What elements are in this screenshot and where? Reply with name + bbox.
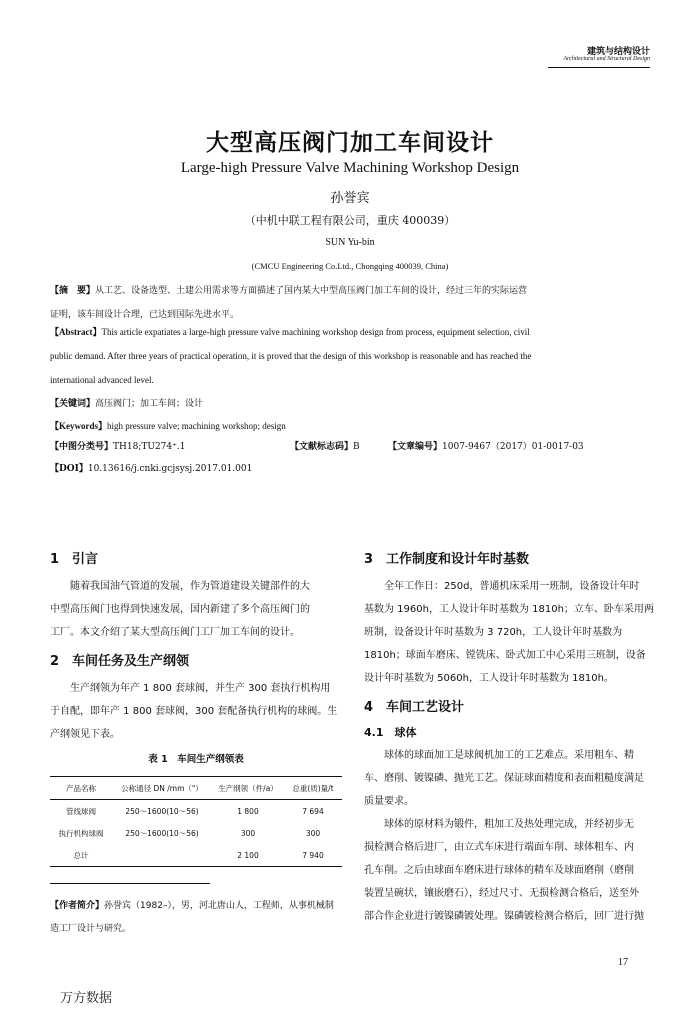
header-rule <box>548 67 650 68</box>
keywords-en-text: high pressure valve; machining workshop; design <box>107 421 286 431</box>
paragraph-line: 于自配，即年产 1 800 套球阀，300 套配备执行机构的球阀。生 <box>50 706 338 717</box>
paragraph-line: 产纲领见下表。 <box>50 729 120 740</box>
author-footnote <box>50 895 342 941</box>
table-cell: 250～1600(10～56) <box>125 828 199 838</box>
abstract-cn-line: 从工艺、设备选型、土建公用需求等方面描述了国内某大中型高压阀门加工车间的设计，经过三年的实际运营 <box>95 286 528 296</box>
paragraph-line: 1810h；球面车磨床、镗铣床、卧式加工中心采用三班制，设备 <box>364 650 646 661</box>
abstract-en-label: 【Abstract】 <box>50 327 102 337</box>
table-cell: 7 940 <box>302 850 324 860</box>
watermark: 万方数据 <box>60 991 113 1006</box>
clc-text: TH18;TU274⁺.1 <box>113 442 186 452</box>
left-column <box>50 548 342 746</box>
table-cell: 执行机构球阀 <box>58 828 104 838</box>
subsection-heading: 4.1 球体 <box>364 726 417 739</box>
doi <box>50 457 252 481</box>
doc-code-text: B <box>353 442 360 452</box>
journal-name-cn: 建筑与结构设计 <box>586 47 650 57</box>
abstract-en-line: This article expatiates a large-high pressure valve machining workshop design from process, equipment selection, civil <box>101 327 530 337</box>
paragraph-line: 中型高压阀门也得到快速发展，国内新建了多个高压阀门的 <box>50 604 310 615</box>
table-header-cell: 生产纲领（件/a） <box>218 783 278 793</box>
author-en: SUN Yu-bin <box>325 237 375 248</box>
doc-code-label: 【文献标志码】 <box>290 442 354 452</box>
affiliation-cn: （中机中联工程有限公司，重庆 400039） <box>244 214 456 227</box>
paragraph-line: 生产纲领为年产 1 800 套球阀，并生产 300 套执行机构用 <box>70 683 331 694</box>
paragraph-line: 孔车削。之后由球面车磨床进行球体的精车及球面磨削（磨削 <box>364 865 634 876</box>
paragraph-line: 球体的原材料为锻件，粗加工及热处理完成，并经初步无 <box>384 819 634 830</box>
paragraph-line: 基数为 1960h，工人设计年时基数为 1810h；立车、卧车采用两 <box>364 604 654 615</box>
page-number: 17 <box>618 957 628 968</box>
abstract-cn-label: 【摘 要】 <box>50 286 96 296</box>
right-column <box>364 548 656 928</box>
table-cell: 管线球阀 <box>66 806 96 816</box>
affiliation-en: (CMCU Engineering Co.Ltd., Chongqing 400039, China) <box>251 261 449 271</box>
table-title: 表 1 车间生产纲领表 <box>148 754 244 765</box>
doi-label: 【DOI】 <box>50 464 88 474</box>
article-number <box>388 435 584 459</box>
paragraph-line: 部合作企业进行镀镍磷镀处理。镍磷镀检测合格后，回厂进行抛 <box>364 911 644 922</box>
section-heading: 3 工作制度和设计年时基数 <box>364 552 530 567</box>
abstract-en-line: international advanced level. <box>50 375 154 385</box>
table-header-cell: 公称通径 DN /mm（"） <box>121 783 203 793</box>
abstract-en-line: public demand. After three years of practical operation, it is proved that the design of this workshop is reasonable and has reached the <box>50 351 532 361</box>
doc-code <box>290 435 360 459</box>
table-cell: 250～1600(10～56) <box>125 806 199 816</box>
section-heading: 4 车间工艺设计 <box>364 700 465 715</box>
production-table <box>50 776 342 867</box>
article-number-label: 【文章编号】 <box>388 442 443 452</box>
table-cell: 300 <box>305 828 321 838</box>
keywords-cn-text: 高压阀门；加工车间；设计 <box>95 399 204 409</box>
table-row <box>50 800 342 823</box>
table-cell: 总计 <box>73 850 89 860</box>
abstract-en <box>50 320 650 392</box>
table-cell: 7 694 <box>302 806 324 816</box>
article-number-text: 1007-9467（2017）01-0017-03 <box>442 442 584 452</box>
footnote-rule <box>50 883 210 884</box>
paper-title-cn: 大型高压阀门加工车间设计 <box>206 130 494 156</box>
section-heading: 1 引言 <box>50 552 99 567</box>
doi-text: 10.13616/j.cnki.gcjsysj.2017.01.001 <box>87 464 253 474</box>
paragraph-line: 损检测合格后进厂，由立式车床进行端面车削、球体粗车、内 <box>364 842 634 853</box>
table-row <box>50 844 342 867</box>
table-cell: 2 100 <box>237 850 259 860</box>
clc <box>50 435 185 459</box>
table-header-cell: 总重(质)量/t <box>292 783 334 793</box>
table-header-cell: 产品名称 <box>66 783 96 793</box>
journal-name-en: Architectural and Structural Design <box>563 56 650 62</box>
paragraph-line: 车、磨削、镀镍磷、抛光工艺。保证球面精度和表面粗糙度满足 <box>364 773 644 784</box>
table-cell: 300 <box>240 828 256 838</box>
paragraph-line: 全年工作日：250d，普通机床采用一班制，设备设计年时 <box>384 581 640 592</box>
footnote-label: 【作者简介】 <box>50 901 105 911</box>
section-heading: 2 车间任务及生产纲领 <box>50 654 190 669</box>
table-cell <box>112 844 212 867</box>
table-row <box>50 822 342 844</box>
footnote-line: 孙誉宾（1982–），男，河北唐山人，工程师，从事机械制 <box>104 901 334 911</box>
paragraph-line: 班制，设备设计年时基数为 3 720h，工人设计年时基数为 <box>364 627 623 638</box>
author-cn: 孙誉宾 <box>330 191 370 206</box>
keywords-en-label: 【Keywords】 <box>50 421 107 431</box>
keywords-cn <box>50 392 650 416</box>
paragraph-line: 设计年时基数为 5060h，工人设计年时基数为 1810h。 <box>364 673 614 684</box>
paper-title-en: Large-high Pressure Valve Machining Workshop Design <box>180 160 520 176</box>
abstract-cn-line: 证明，该车间设计合理，已达到国际先进水平。 <box>50 310 240 320</box>
keywords-cn-label: 【关键词】 <box>50 399 96 409</box>
paragraph-line: 质量要求。 <box>364 796 414 807</box>
paragraph-line: 装置呈碗状，镶嵌磨石），经过尺寸、无损检测合格后，送至外 <box>364 888 639 899</box>
table-cell: 1 800 <box>237 806 259 816</box>
paragraph-line: 随着我国油气管道的发展，作为管道建设关键部件的大 <box>70 581 310 592</box>
paragraph-line: 工厂。本文介绍了某大型高压阀门工厂加工车间的设计。 <box>50 627 300 638</box>
clc-label: 【中图分类号】 <box>50 442 114 452</box>
table-header-row <box>50 777 342 800</box>
footnote-line: 造工厂设计与研究。 <box>50 924 132 934</box>
paragraph-line: 球体的球面加工是球阀机加工的工艺难点。采用粗车、精 <box>384 750 634 761</box>
